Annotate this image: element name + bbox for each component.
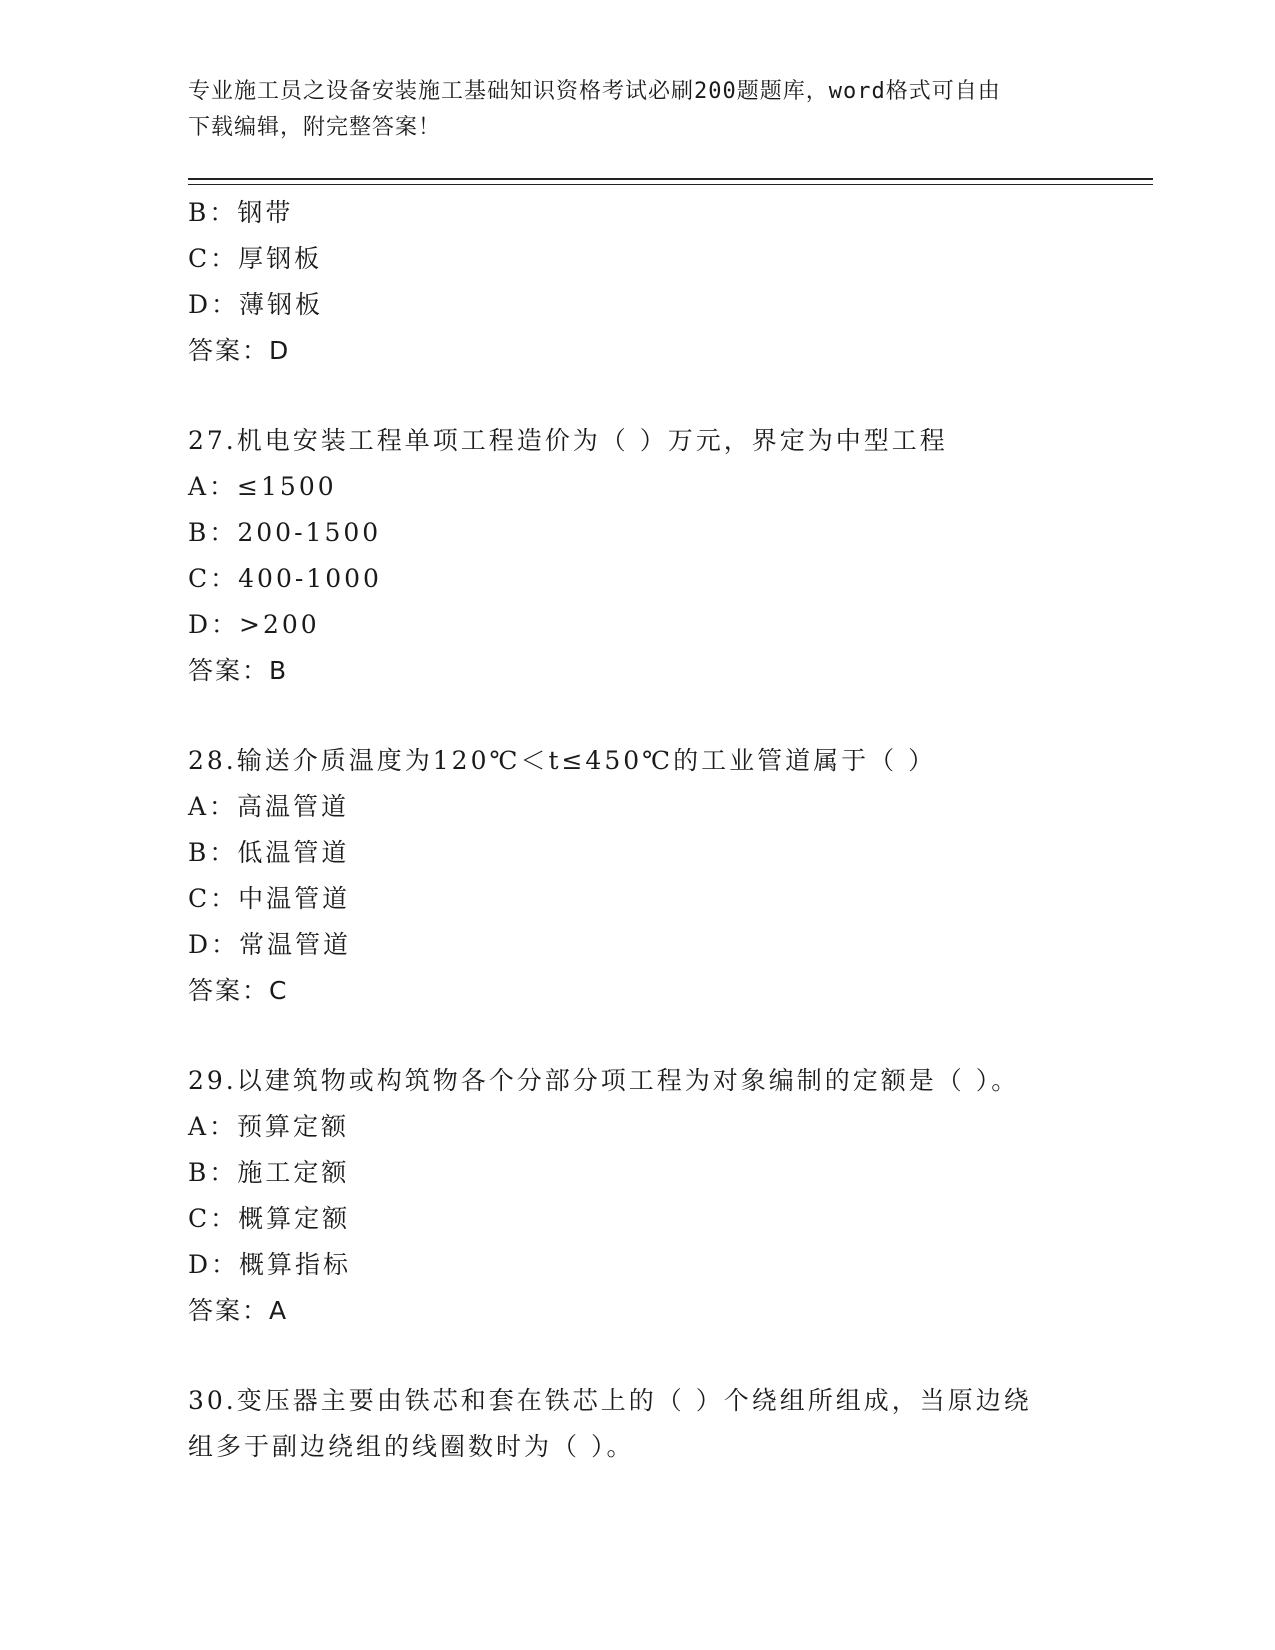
header-divider-thin xyxy=(188,184,1153,185)
option-d: D：薄钢板 xyxy=(188,290,324,319)
document-header xyxy=(188,74,1088,146)
option-c: C：中温管道 xyxy=(188,884,351,913)
question-title: 29.以建筑物或构筑物各个分部分项工程为对象编制的定额是（ ）。 xyxy=(188,1066,1020,1095)
question-26-fragment xyxy=(188,190,1088,374)
option-c: C：400-1000 xyxy=(188,564,382,593)
option-b: B：钢带 xyxy=(188,198,294,227)
answer: 答案：C xyxy=(188,976,289,1005)
header-divider-thick xyxy=(188,178,1153,180)
option-a: A：预算定额 xyxy=(188,1112,350,1141)
option-b: B：低温管道 xyxy=(188,838,350,867)
question-title: 27.机电安装工程单项工程造价为（ ）万元，界定为中型工程 xyxy=(188,426,948,455)
answer: 答案：D xyxy=(188,336,291,365)
option-b: B：200-1500 xyxy=(188,518,382,547)
header-line-2: 下载编辑，附完整答案！ xyxy=(188,115,442,140)
question-title-line-2: 组多于副边绕组的线圈数时为（ ）。 xyxy=(188,1432,635,1461)
option-c: C：厚钢板 xyxy=(188,244,323,273)
question-29 xyxy=(188,1058,1088,1334)
question-title: 28.输送介质温度为120℃＜t≤450℃的工业管道属于（ ） xyxy=(188,746,937,775)
question-list xyxy=(188,190,1088,1470)
option-d: D：>200 xyxy=(188,610,320,639)
answer: 答案：A xyxy=(188,1296,289,1325)
question-title-line-1: 30.变压器主要由铁芯和套在铁芯上的（ ）个绕组所组成，当原边绕 xyxy=(188,1386,1032,1415)
option-d: D：常温管道 xyxy=(188,930,352,959)
question-28 xyxy=(188,738,1088,1014)
option-a: A：≤1500 xyxy=(188,472,337,501)
option-c: C：概算定额 xyxy=(188,1204,351,1233)
answer: 答案：B xyxy=(188,656,289,685)
header-line-1: 专业施工员之设备安装施工基础知识资格考试必刷200题题库，word格式可自由 xyxy=(188,79,1001,104)
question-30 xyxy=(188,1378,1088,1470)
option-d: D：概算指标 xyxy=(188,1250,352,1279)
question-27 xyxy=(188,418,1088,694)
option-b: B：施工定额 xyxy=(188,1158,350,1187)
option-a: A：高温管道 xyxy=(188,792,350,821)
